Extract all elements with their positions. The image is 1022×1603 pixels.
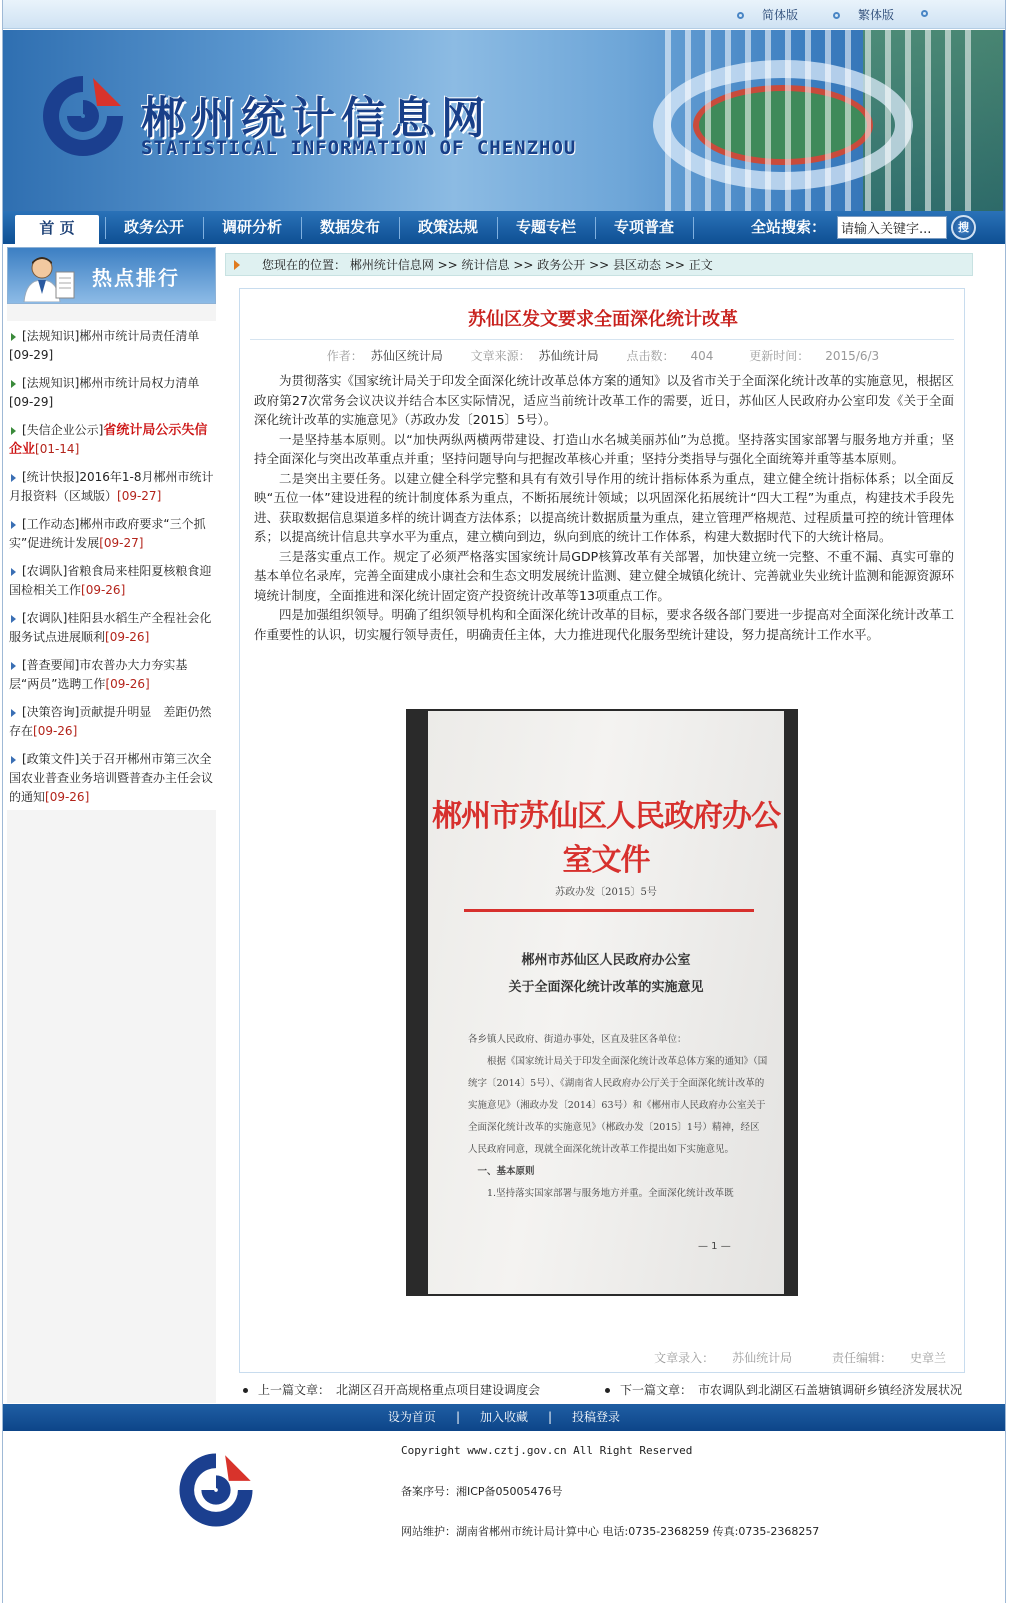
prev-link[interactable]: 北湖区召开高规格重点项目建设调度会 [336, 1383, 541, 1397]
document-red-rule [464, 909, 754, 912]
footer-bar [3, 1404, 1005, 1431]
arrow-icon [11, 380, 16, 388]
document-section: 一、基本原则 [477, 1166, 535, 1177]
list-item-date: [09-26] [45, 790, 90, 804]
list-item[interactable] [7, 321, 216, 368]
submit-login-link[interactable]: 投稿登录 [572, 1410, 621, 1424]
arrow-icon [11, 427, 16, 435]
arrow-icon [11, 333, 16, 341]
arrow-icon [11, 756, 16, 764]
author-value: 苏仙区统计局 [370, 349, 443, 363]
list-item-title[interactable]: [政策文件]关于召开郴州市第三次全国农业普查业务培训暨普查办主任会议的通知 [9, 752, 214, 804]
list-item-date: [09-26] [33, 724, 78, 738]
nav-research-analysis[interactable]: 调研分析 [221, 218, 282, 236]
sidebar-header [7, 247, 216, 304]
article-footer [240, 1349, 946, 1366]
editor-value: 史章兰 [909, 1351, 946, 1365]
traditional-label[interactable]: 繁体版 [858, 8, 895, 22]
document-header: 郴州市苏仙区人民政府办公室文件 [432, 799, 780, 878]
document-salutation: 各乡镇人民政府、街道办事处，区直及驻区各单位： [468, 1034, 687, 1045]
entry-label: 文章录入： [654, 1351, 715, 1365]
list-item-highlight[interactable]: 省统计局公示失信企业 [9, 423, 208, 457]
arrow-icon [11, 568, 16, 576]
simplified-link[interactable] [737, 6, 798, 23]
list-item[interactable] [7, 368, 216, 415]
document-item: 1.坚持落实国家部署与服务地方并重。全面深化统计改革既 [487, 1188, 734, 1199]
list-item-title[interactable]: [农调队]桂阳县水稻生产全程社会化服务试点进展顺利 [9, 611, 212, 644]
paragraph: 一是坚持基本原则。以“加快两纵两横两带建设、打造山水名城美丽苏仙”为总揽。坚持落实国家部署与服务地方并重；坚持全面深化与突出改革重点并重；坚持问题导向与把握改革核心并重；坚持分类指导与强化全面统筹并重等基本原则。 [254, 431, 954, 466]
prev-article [243, 1381, 540, 1398]
list-item[interactable] [7, 509, 216, 556]
add-favorite-link[interactable]: 加入收藏 [479, 1410, 528, 1424]
updated-label: 更新时间： [749, 349, 810, 363]
circle-bullet-icon [833, 12, 840, 19]
document-title-line1: 郴州市苏仙区人民政府办公室 [521, 953, 691, 968]
arrow-icon [11, 474, 16, 482]
list-item-date: [09-26] [105, 630, 150, 644]
list-item-date: [01-14] [35, 442, 80, 456]
list-item-date: [09-27] [117, 489, 162, 503]
next-label: 下一篇文章： [620, 1383, 687, 1397]
circle-bullet-icon [921, 6, 928, 20]
entry-value: 苏仙统计局 [732, 1351, 793, 1365]
icp-text: 备案序号：湘ICP备05005476号 [401, 1485, 563, 1498]
arrow-icon [11, 709, 16, 717]
banner-stripes [665, 30, 985, 211]
list-item[interactable] [7, 650, 216, 697]
breadcrumb [225, 253, 973, 276]
paragraph: 三是落实重点工作。规定了必须严格落实国家统计局GDP核算改革有关部署，加快建立统一完整、不重不漏、真实可靠的基本单位名录库，完善全面建成小康社会和生态文明发展统计监测、建立健全城镇化统计、完善就业失业统计监测和能源资源环境统计制度，全面推进和深化统计固定资产投资统计改革等13项重点工作。 [254, 548, 955, 603]
nav-special-topics[interactable]: 专题专栏 [515, 218, 576, 236]
search-label: 全站搜索： [751, 218, 827, 236]
maintainer-text: 网站维护：湖南省郴州市统计局计算中心 电话:0735-2368259 传真:0735-2368257 [401, 1525, 820, 1538]
list-item-title[interactable]: [工作动态]郴州市政府要求“三个抓实”促进统计发展 [9, 517, 206, 550]
source-value: 苏仙统计局 [538, 349, 599, 363]
arrow-icon [11, 662, 16, 670]
list-item-title[interactable]: [失信企业公示] [22, 423, 104, 437]
document-paragraph: 根据《国家统计局关于印发全面深化统计改革总体方案的通知》（国统字〔2014〕5号）、《湖南省人民政府办公厅关于全面深化统计改革的实施意见》（湘政办发〔2014〕63号）和《郴州市人民政府办公室关于全面深化统计改革的实施意见》（郴政办发〔2015〕1号）精神，经区人民政府同意，现就全面深化统计改革工作提出如下实施意见。 [468, 1056, 768, 1155]
list-item-title[interactable]: [农调队]省粮食局来桂阳夏核粮食迎国检相关工作 [9, 564, 212, 597]
site-subtitle: STATISTICAL INFORMATION OF CHENZHOU [141, 137, 577, 159]
page [2, 0, 1006, 1603]
divider [250, 339, 954, 340]
list-item[interactable] [7, 744, 216, 810]
circle-bullet-icon [737, 12, 744, 19]
traditional-link[interactable] [833, 6, 894, 23]
list-item-date: [09-29] [9, 395, 54, 409]
main-nav [3, 211, 1005, 244]
document-title-line2: 关于全面深化统计改革的实施意见 [508, 980, 704, 995]
footer-logo-icon [171, 1448, 261, 1532]
list-item[interactable] [7, 556, 216, 603]
hot-list [7, 321, 216, 810]
site-logo-icon[interactable] [37, 70, 129, 162]
paragraph: 四是加强组织领导。明确了组织领导机构和全面深化统计改革的目标，要求各级各部门要进一步提高对全面深化统计改革工作重要性的认识，切实履行领导责任，明确责任主体，大力推进现代化服务型统计建设，努力提高统计工作水平。 [254, 607, 955, 642]
footer [3, 1432, 1005, 1603]
article-title: 苏仙区发文要求全面深化统计改革 [468, 309, 738, 330]
article-body [254, 371, 954, 644]
source-label: 文章来源： [470, 349, 531, 363]
editor-label: 责任编辑： [831, 1351, 892, 1365]
separator: | [548, 1410, 553, 1424]
document-paper [428, 711, 784, 1294]
document-page-number: — 1 — [698, 1241, 731, 1252]
paragraph: 为贯彻落实《国家统计局关于印发全面深化统计改革总体方案的通知》以及省市关于全面深化统计改革的实施意见，根据区政府第27次常务会议决议并结合本区实际情况，适应当前统计改革工作的需要，近日，苏仙区人民政府办公室印发《关于全面深化统计改革的实施意见》（苏政办发〔2015〕5号）。 [254, 373, 955, 427]
next-link[interactable]: 市农调队到北湖区石盖塘镇调研乡镇经济发展状况 [698, 1383, 963, 1397]
list-item-title[interactable]: [统计快报]2016年1-8月郴州市统计月报资料（区域版） [9, 470, 214, 503]
header-banner [3, 30, 1005, 211]
list-item-title[interactable]: [普查要闻]市农普办大力夯实基层“两员”选聘工作 [9, 658, 188, 691]
list-item-date: [09-27] [99, 536, 144, 550]
simplified-label[interactable]: 简体版 [762, 8, 799, 22]
updated-value: 2015/6/3 [825, 349, 880, 363]
user-avatar-icon [22, 254, 76, 302]
nav-policy-regulations[interactable]: 政策法规 [417, 218, 478, 236]
list-item-date: [09-29] [9, 348, 54, 362]
list-item[interactable] [7, 603, 216, 650]
paragraph: 二是突出主要任务。以建立健全科学完整和具有有效引导作用的统计指标体系为重点，建立健全统计指标体系；以全面反映“五位一体”建设进程的统计制度体系为重点，不断拓展统计领域；以巩固深化拓展统计“四大工程”为重点，构建技术手段先进、获取数据信息渠道多样的统计调查方法体系；以提高统计数据质量为重点，建立管理严格规范、过程质量可控的统计管理体系；以提高统计信息共享水平为重点，建立横向到边，纵向到底的统计工作体系，构建大数据时代下的大统计格局。 [254, 470, 955, 544]
list-item-date: [09-26] [105, 677, 150, 691]
hits-label: 点击数： [626, 349, 675, 363]
site-title: 郴州统计信息网 [141, 93, 491, 144]
arrow-right-icon [234, 260, 240, 270]
bullet-icon [243, 1388, 248, 1393]
breadcrumb-text[interactable]: 您现在的位置： 郴州统计信息网 >> 统计信息 >> 政务公开 >> 县区动态 >> 正文 [262, 258, 713, 272]
list-item[interactable] [7, 415, 216, 462]
document-photo [406, 709, 798, 1296]
search-button[interactable]: 搜 [951, 215, 976, 240]
list-item-date: [09-26] [81, 583, 126, 597]
list-item-title[interactable]: [法规知识]郴州市统计局责任清单 [22, 329, 200, 343]
nav-separator [693, 217, 694, 239]
set-homepage-link[interactable]: 设为首页 [387, 1410, 436, 1424]
arrow-icon [11, 615, 16, 623]
nav-home[interactable]: 首 页 [15, 215, 99, 244]
next-article [605, 1381, 962, 1398]
arrow-icon [11, 521, 16, 529]
list-item-title[interactable]: [决策咨询]贡献提升明显 差距仍然存在 [9, 705, 212, 738]
article-panel [239, 288, 965, 1373]
separator: | [455, 1410, 460, 1424]
hits-value: 404 [690, 349, 714, 363]
nav-special-census[interactable]: 专项普查 [613, 218, 674, 236]
copyright-text: Copyright www.cztj.gov.cn All Right Reserved [401, 1444, 693, 1457]
prev-label: 上一篇文章： [258, 1383, 325, 1397]
sidebar-title: 热点排行 [92, 266, 180, 290]
sidebar [7, 247, 216, 1403]
nav-government-affairs[interactable]: 政务公开 [123, 218, 184, 236]
author-label: 作者： [326, 349, 363, 363]
bullet-icon [605, 1388, 610, 1393]
list-item[interactable] [7, 697, 216, 744]
document-body [468, 1029, 768, 1205]
article-meta [240, 347, 966, 364]
search-input[interactable] [837, 216, 947, 239]
top-bar [3, 0, 1005, 29]
list-item[interactable] [7, 462, 216, 509]
list-item-title[interactable]: [法规知识]郴州市统计局权力清单 [22, 376, 200, 390]
document-number: 苏政办发〔2015〕5号 [555, 887, 657, 898]
nav-data-release[interactable]: 数据发布 [319, 218, 380, 236]
